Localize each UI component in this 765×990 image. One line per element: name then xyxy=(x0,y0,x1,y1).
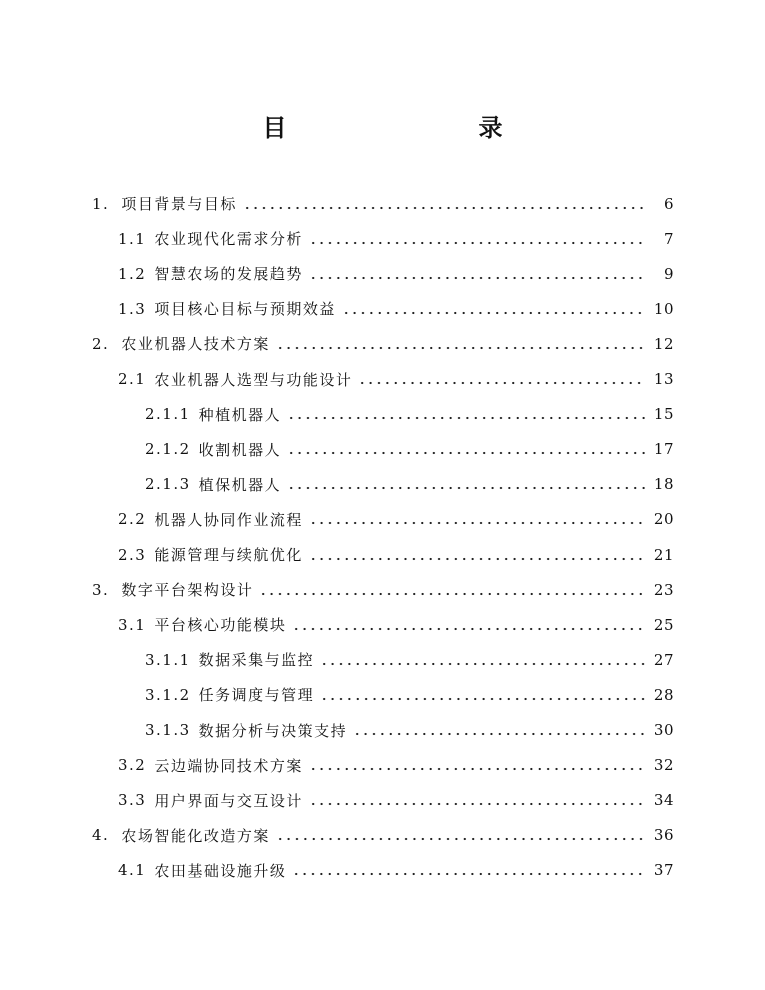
toc-entry-number: 1.3 xyxy=(118,299,147,318)
toc-entry-number: 3.3 xyxy=(118,791,147,810)
toc-entry-page-number: 25 xyxy=(653,615,674,634)
toc-entry[interactable] xyxy=(145,642,674,677)
toc-entry[interactable] xyxy=(92,818,674,853)
toc-dot-leader xyxy=(292,622,646,636)
toc-entry[interactable] xyxy=(145,432,674,467)
toc-dot-leader xyxy=(309,762,646,776)
toc-entry-page-number: 32 xyxy=(653,756,674,775)
toc-dot-leader xyxy=(309,516,646,530)
toc-entry-number: 3.1.1 xyxy=(145,650,191,669)
toc-entry-title: 用户界面与交互设计 xyxy=(154,791,303,810)
toc-entry-page-number: 34 xyxy=(653,791,674,810)
toc-entry-title: 智慧农场的发展趋势 xyxy=(154,265,303,284)
toc-entry[interactable] xyxy=(118,256,674,291)
toc-entry-number: 4.1 xyxy=(118,861,147,880)
toc-dot-leader xyxy=(259,587,646,601)
toc-entry-number: 2. xyxy=(92,334,110,353)
toc-entry[interactable] xyxy=(118,783,674,818)
toc-entry-page-number: 28 xyxy=(653,685,674,704)
toc-entry-page-number: 18 xyxy=(653,475,674,494)
toc-dot-leader xyxy=(358,376,646,390)
toc-entry[interactable] xyxy=(118,502,674,537)
toc-entry-number: 4. xyxy=(92,826,110,845)
toc-dot-leader xyxy=(287,446,646,460)
toc-dot-leader xyxy=(287,411,646,425)
toc-entry-title: 数据采集与监控 xyxy=(198,651,315,670)
toc-entry[interactable] xyxy=(118,607,674,642)
toc-entry-title: 收割机器人 xyxy=(198,440,282,459)
toc-entry-page-number: 20 xyxy=(653,510,674,529)
toc-entry-page-number: 13 xyxy=(653,370,674,388)
toc-dot-leader xyxy=(309,236,646,250)
toc-entry-page-number: 12 xyxy=(653,334,674,353)
toc-entry-number: 2.3 xyxy=(118,545,147,564)
toc-dot-leader xyxy=(292,867,646,881)
toc-entry-title: 农业机器人选型与功能设计 xyxy=(154,370,353,389)
toc-dot-leader xyxy=(276,341,646,355)
toc-entry-number: 1. xyxy=(92,194,110,213)
toc-entry-title: 任务调度与管理 xyxy=(198,686,315,705)
toc-dot-leader xyxy=(320,692,646,706)
toc-entry-title: 农业机器人技术方案 xyxy=(121,335,270,354)
toc-entry[interactable] xyxy=(92,572,674,607)
toc-dot-leader xyxy=(276,832,646,846)
toc-entry-title: 种植机器人 xyxy=(198,405,282,424)
toc-dot-leader xyxy=(353,727,646,741)
toc-entry[interactable] xyxy=(145,467,674,502)
toc-entry-page-number: 7 xyxy=(663,229,674,248)
toc-entry-title: 平台核心功能模块 xyxy=(154,616,287,635)
toc-entry-title: 项目核心目标与预期效益 xyxy=(154,300,336,319)
toc-entry-number: 2.1 xyxy=(118,370,147,388)
toc-dot-leader xyxy=(309,797,646,811)
toc-entry-number: 3. xyxy=(92,580,110,599)
toc-entry-number: 2.1.2 xyxy=(145,440,191,459)
toc-entry-number: 2.1.1 xyxy=(145,405,191,424)
toc-entry-page-number: 17 xyxy=(653,440,674,459)
toc-entry-page-number: 9 xyxy=(663,264,674,283)
toc-entry-page-number: 15 xyxy=(653,405,674,424)
toc-entry-title: 农业现代化需求分析 xyxy=(154,230,303,249)
toc-entry-title: 农田基础设施升级 xyxy=(154,861,287,880)
toc-entry-page-number: 27 xyxy=(653,650,674,669)
toc-entry-page-number: 36 xyxy=(653,826,674,845)
toc-entry-number: 3.1.3 xyxy=(145,721,191,739)
toc-dot-leader xyxy=(287,481,646,495)
page-title: 目 录 xyxy=(262,114,551,142)
toc-entry-title: 能源管理与续航优化 xyxy=(154,546,303,564)
toc-entry[interactable] xyxy=(145,677,674,712)
toc-entry-number: 3.2 xyxy=(118,756,147,775)
toc-entry[interactable] xyxy=(118,362,674,397)
toc-entry-number: 3.1 xyxy=(118,615,147,634)
toc-entry-page-number: 37 xyxy=(653,861,674,880)
toc-entry-number: 2.2 xyxy=(118,510,147,529)
toc-entry[interactable] xyxy=(118,853,674,888)
toc-entry-number: 1.2 xyxy=(118,264,147,283)
toc-entry-page-number: 6 xyxy=(663,194,674,213)
toc-entry-title: 数据分析与决策支持 xyxy=(198,721,348,740)
toc-entry[interactable] xyxy=(118,291,674,326)
toc-entry[interactable] xyxy=(92,186,674,221)
toc-entry-number: 2.1.3 xyxy=(145,475,191,494)
toc-entry-page-number: 30 xyxy=(653,721,674,739)
toc-dot-leader xyxy=(309,552,646,566)
toc-entry-title: 云边端协同技术方案 xyxy=(154,756,303,775)
toc-entry[interactable] xyxy=(145,713,674,748)
toc-entry-title: 植保机器人 xyxy=(198,475,282,494)
toc-entry-title: 数字平台架构设计 xyxy=(121,581,254,600)
toc-entry-number: 3.1.2 xyxy=(145,685,191,704)
toc-entry-page-number: 23 xyxy=(653,580,674,599)
toc-entry[interactable] xyxy=(118,537,674,572)
toc-entry[interactable] xyxy=(118,748,674,783)
toc-entry-title: 项目背景与目标 xyxy=(121,195,237,213)
toc-dot-leader xyxy=(320,657,646,671)
toc-entry[interactable] xyxy=(92,326,674,361)
toc-dot-leader xyxy=(342,306,646,320)
toc-entry-number: 1.1 xyxy=(118,229,147,248)
toc-entry-page-number: 10 xyxy=(653,299,674,318)
toc-entry-page-number: 21 xyxy=(653,545,674,564)
toc-entry[interactable] xyxy=(145,397,674,432)
toc-dot-leader xyxy=(309,271,646,285)
toc-dot-leader xyxy=(243,201,646,215)
toc-entry[interactable] xyxy=(118,221,674,256)
toc-entry-title: 机器人协同作业流程 xyxy=(154,510,303,529)
toc-entry-title: 农场智能化改造方案 xyxy=(121,826,270,845)
